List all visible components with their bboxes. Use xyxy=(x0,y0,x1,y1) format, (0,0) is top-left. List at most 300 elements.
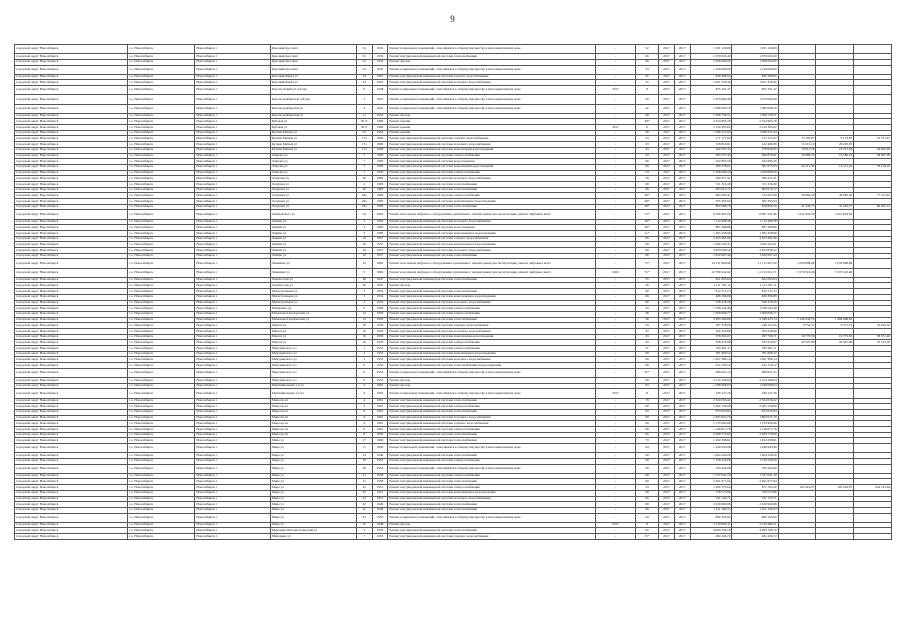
street-cell: Красный Факел ул xyxy=(270,74,356,80)
district-cell: городской округ Новосибирск xyxy=(15,398,128,404)
street-cell: Мичуринского ул xyxy=(270,346,356,352)
work-type-cell: Ремонт внутридомовой инженерной системы теплоснабжения xyxy=(388,409,596,415)
plan-end-year-cell: 2017 xyxy=(674,317,690,323)
last-repair-year-cell: - xyxy=(596,104,636,113)
city-cell: г.о. Новосибирск xyxy=(128,259,195,268)
local-budget-cell xyxy=(816,368,854,377)
street-cell: Кутина Матвея ул xyxy=(270,130,356,136)
total-cost-cell: 1 051 350,40 xyxy=(690,80,732,86)
table-row xyxy=(15,104,892,113)
street-cell: Лазурная ул xyxy=(270,187,356,193)
apartments-cell: 43 xyxy=(635,153,658,159)
total-cost-cell: 1 280 725,64 xyxy=(690,485,732,491)
budget-cost-cell xyxy=(778,104,816,113)
street-cell: Мира ул xyxy=(270,507,356,513)
street-cell: Муниципальная 1-я ул xyxy=(270,389,356,398)
last-repair-year-cell: - xyxy=(596,242,636,248)
year-built-cell: 1948 xyxy=(372,522,388,528)
year-built-cell: 1961 xyxy=(372,404,388,410)
last-repair-year-cell: 2017 xyxy=(596,125,636,131)
plan-start-year-cell: 2017 xyxy=(659,351,675,357)
total-cost-cell: 1 665 021,79 xyxy=(690,415,732,421)
year-built-cell: 1961 xyxy=(372,421,388,427)
plan-end-year-cell: 2017 xyxy=(674,513,690,522)
apartments-cell: 79 xyxy=(635,438,658,444)
last-repair-year-cell: - xyxy=(596,473,636,479)
plan-end-year-cell: 2017 xyxy=(674,415,690,421)
district-cell: городской округ Новосибирск xyxy=(15,534,128,540)
house-number-cell: 16 xyxy=(356,340,372,346)
region-cell: Новосибирск г xyxy=(195,289,271,295)
house-number-cell: 6 xyxy=(356,368,372,377)
work-type-cell: Ремонт подвальных помещений, относящихся к общему имуществу в многоквартирном доме xyxy=(388,513,596,522)
last-repair-year-cell: - xyxy=(596,225,636,231)
plan-end-year-cell: 2017 xyxy=(674,147,690,153)
last-repair-year-cell: - xyxy=(596,283,636,289)
plan-end-year-cell: 2017 xyxy=(674,204,690,210)
total-cost-cell: 3 695 260,80 xyxy=(690,317,732,323)
last-repair-year-cell: - xyxy=(596,346,636,352)
house-number-cell: 17а xyxy=(356,142,372,148)
apartments-cell: 69 xyxy=(635,421,658,427)
owners-cost-cell: 204 125,64 xyxy=(854,485,892,491)
city-cell: г.о. Новосибирск xyxy=(128,409,195,415)
work-type-cell: Ремонт внутридомовой инженерной системы теплоснабжения xyxy=(388,432,596,438)
street-cell: Лаврова ул xyxy=(270,170,356,176)
city-cell: г.о. Новосибирск xyxy=(128,199,195,205)
budget-cost-cell xyxy=(778,45,816,54)
owners-cost-cell xyxy=(854,389,892,398)
fund-cost-cell: 721 316,30 xyxy=(732,181,778,187)
city-cell: г.о. Новосибирск xyxy=(128,283,195,289)
house-number-cell: 22 xyxy=(356,507,372,513)
district-cell: городской округ Новосибирск xyxy=(15,522,128,528)
plan-end-year-cell: 2017 xyxy=(674,253,690,259)
apartments-cell: 79 xyxy=(635,398,658,404)
work-type-cell: Ремонт внутридомовой инженерной системы электроснабжения xyxy=(388,458,596,464)
plan-end-year-cell: 2017 xyxy=(674,119,690,125)
work-type-cell: Ремонт внутридомовой инженерной системы электроснабжения xyxy=(388,311,596,317)
last-repair-year-cell: - xyxy=(596,170,636,176)
plan-start-year-cell: 2017 xyxy=(659,383,675,389)
plan-end-year-cell: 2017 xyxy=(674,65,690,74)
street-cell: Красный Факел ул xyxy=(270,80,356,86)
house-number-cell: 6 xyxy=(356,86,372,95)
last-repair-year-cell: 2017 xyxy=(596,86,636,95)
year-built-cell: 1953 xyxy=(372,363,388,369)
apartments-cell: 21* xyxy=(635,230,658,236)
street-cell: Левина ул xyxy=(270,230,356,236)
apartments-cell: 36 xyxy=(635,130,658,136)
plan-end-year-cell: 2017 xyxy=(674,528,690,534)
total-cost-cell: 500 471,41 xyxy=(690,176,732,182)
last-repair-year-cell: - xyxy=(596,259,636,268)
plan-end-year-cell: 2017 xyxy=(674,507,690,513)
city-cell: г.о. Новосибирск xyxy=(128,268,195,277)
plan-end-year-cell: 2017 xyxy=(674,377,690,383)
last-repair-year-cell: - xyxy=(596,377,636,383)
total-cost-cell: 1 042 524,31 xyxy=(690,242,732,248)
last-repair-year-cell: - xyxy=(596,204,636,210)
plan-end-year-cell: 2017 xyxy=(674,225,690,231)
region-cell: Новосибирск г xyxy=(195,458,271,464)
region-cell: Новосибирск г xyxy=(195,248,271,254)
city-cell: г.о. Новосибирск xyxy=(128,225,195,231)
total-cost-cell: 1 939 000,00 xyxy=(690,59,732,65)
work-type-cell: Ремонт внутридомовой инженерной системы холодного водоснабжения xyxy=(388,496,596,502)
total-cost-cell: 304 257,44 xyxy=(690,153,732,159)
plan-start-year-cell: 2017 xyxy=(659,421,675,427)
region-cell: Новосибирск г xyxy=(195,176,271,182)
city-cell: г.о. Новосибирск xyxy=(128,119,195,125)
house-number-cell: 5 xyxy=(356,95,372,104)
plan-end-year-cell: 2017 xyxy=(674,176,690,182)
work-type-cell: Ремонт подвальных помещений, относящихся к общему имуществу в многоквартирном доме xyxy=(388,464,596,473)
total-cost-cell: 1 148 617,78 xyxy=(690,426,732,432)
city-cell: г.о. Новосибирск xyxy=(128,534,195,540)
fund-cost-cell: 1 022 298,61 xyxy=(732,438,778,444)
fund-cost-cell: 1 112 408,38 xyxy=(732,219,778,225)
house-number-cell: 10 xyxy=(356,248,372,254)
work-type-cell: Ремонт подвальных помещений, относящихся к общему имуществу в многоквартирном доме xyxy=(388,104,596,113)
district-cell: городской округ Новосибирск xyxy=(15,242,128,248)
last-repair-year-cell: - xyxy=(596,65,636,74)
district-cell: городской округ Новосибирск xyxy=(15,119,128,125)
plan-end-year-cell: 2017 xyxy=(674,458,690,464)
owners-cost-cell xyxy=(854,464,892,473)
house-number-cell: 21 xyxy=(356,479,372,485)
region-cell: Новосибирск г xyxy=(195,485,271,491)
city-cell: г.о. Новосибирск xyxy=(128,415,195,421)
district-cell: городской округ Новосибирск xyxy=(15,80,128,86)
plan-start-year-cell: 2017 xyxy=(659,130,675,136)
region-cell: Новосибирск г xyxy=(195,65,271,74)
last-repair-year-cell: - xyxy=(596,142,636,148)
total-cost-cell: 781 669,52 xyxy=(690,351,732,357)
house-number-cell: 6 xyxy=(356,421,372,427)
street-cell: Левина ул xyxy=(270,236,356,242)
plan-end-year-cell: 2017 xyxy=(674,421,690,427)
region-cell: Новосибирск г xyxy=(195,340,271,346)
year-built-cell: 1951 xyxy=(372,95,388,104)
plan-end-year-cell: 2017 xyxy=(674,170,690,176)
year-built-cell: 1947 xyxy=(372,283,388,289)
street-cell: Ломоносова ул xyxy=(270,277,356,283)
page-number: 9 xyxy=(450,14,455,24)
apartments-cell: 69 xyxy=(635,490,658,496)
table-row xyxy=(15,210,892,219)
plan-start-year-cell: 2017 xyxy=(659,59,675,65)
last-repair-year-cell: - xyxy=(596,357,636,363)
plan-end-year-cell: 2017 xyxy=(674,409,690,415)
region-cell: Новосибирск г xyxy=(195,59,271,65)
district-cell: городской округ Новосибирск xyxy=(15,65,128,74)
budget-cost-cell: 26 327,90 xyxy=(778,340,816,346)
house-number-cell: 7 xyxy=(356,153,372,159)
last-repair-year-cell: 2017 xyxy=(596,522,636,528)
fund-cost-cell: 528 478,29 xyxy=(732,300,778,306)
last-repair-year-cell: - xyxy=(596,444,636,453)
house-number-cell: 22 xyxy=(356,502,372,508)
district-cell: городской округ Новосибирск xyxy=(15,409,128,415)
region-cell: Новосибирск г xyxy=(195,230,271,236)
table-row xyxy=(15,464,892,473)
district-cell: городской округ Новосибирск xyxy=(15,253,128,259)
last-repair-year-cell: - xyxy=(596,45,636,54)
plan-end-year-cell: 2017 xyxy=(674,74,690,80)
street-cell: Левина ул xyxy=(270,225,356,231)
region-cell: Новосибирск г xyxy=(195,490,271,496)
last-repair-year-cell: - xyxy=(596,230,636,236)
work-type-cell: Ремонт внутридомовой инженерной системы водоотведения xyxy=(388,159,596,165)
plan-start-year-cell: 2017 xyxy=(659,74,675,80)
year-built-cell: 1961 xyxy=(372,409,388,415)
region-cell: Новосибирск г xyxy=(195,136,271,142)
last-repair-year-cell: - xyxy=(596,176,636,182)
street-cell: Мира ул xyxy=(270,522,356,528)
plan-end-year-cell: 2017 xyxy=(674,242,690,248)
total-cost-cell: 953 623,84 xyxy=(690,409,732,415)
plan-end-year-cell: 2017 xyxy=(674,363,690,369)
house-number-cell: 6 xyxy=(356,409,372,415)
city-cell: г.о. Новосибирск xyxy=(128,300,195,306)
fund-cost-cell: 2 262 129,90 xyxy=(732,404,778,410)
city-cell: г.о. Новосибирск xyxy=(128,383,195,389)
plan-start-year-cell: 2017 xyxy=(659,496,675,502)
fund-cost-cell: 11 152 621,71 xyxy=(732,268,778,277)
street-cell: Мира пр-кт xyxy=(270,415,356,421)
street-cell: Мира пр-кт xyxy=(270,432,356,438)
plan-end-year-cell: 2017 xyxy=(674,259,690,268)
total-cost-cell: 4 094 706,79 xyxy=(690,528,732,534)
street-cell: Левина ул xyxy=(270,248,356,254)
total-cost-cell: 2 262 129,90 xyxy=(690,404,732,410)
total-cost-cell: 698 631,25 xyxy=(690,368,732,377)
plan-start-year-cell: 2017 xyxy=(659,225,675,231)
total-cost-cell: 621 095,64 xyxy=(690,277,732,283)
last-repair-year-cell: - xyxy=(596,248,636,254)
plan-start-year-cell: 2017 xyxy=(659,248,675,254)
region-cell: Новосибирск г xyxy=(195,104,271,113)
fund-cost-cell: 698 631,25 xyxy=(732,368,778,377)
district-cell: городской округ Новосибирск xyxy=(15,340,128,346)
last-repair-year-cell: - xyxy=(596,147,636,153)
total-cost-cell: 840 389,95 xyxy=(690,74,732,80)
last-repair-year-cell: - xyxy=(596,311,636,317)
district-cell: городской округ Новосибирск xyxy=(15,438,128,444)
fund-cost-cell: 1 186 008,03 xyxy=(732,383,778,389)
apartments-cell: 8 xyxy=(635,522,658,528)
city-cell: г.о. Новосибирск xyxy=(128,159,195,165)
year-built-cell: 1961 xyxy=(372,415,388,421)
apartments-cell: 43 xyxy=(635,328,658,334)
apartments-cell: 69 xyxy=(635,357,658,363)
local-budget-cell: 5 576 310,46 xyxy=(816,268,854,277)
fund-cost-cell: 1 727 041,10 xyxy=(732,473,778,479)
street-cell: Мамонова Героических ул xyxy=(270,317,356,323)
region-cell: Новосибирск г xyxy=(195,193,271,199)
owners-cost-cell xyxy=(854,268,892,277)
year-built-cell: 1957 xyxy=(372,242,388,248)
work-type-cell: Ремонт внутридомовой инженерной системы электроснабжения xyxy=(388,306,596,312)
year-built-cell: 1959 xyxy=(372,317,388,323)
total-cost-cell: 1 079 045,40 xyxy=(690,54,732,60)
apartments-cell: 36 xyxy=(635,311,658,317)
district-cell: городской округ Новосибирск xyxy=(15,368,128,377)
work-type-cell: Ремонт внутридомовой инженерной системы горячего водоснабжения xyxy=(388,534,596,540)
region-cell: Новосибирск г xyxy=(195,300,271,306)
apartments-cell: 69 xyxy=(635,294,658,300)
fund-cost-cell: 825 701,47 xyxy=(732,86,778,95)
region-cell: Новосибирск г xyxy=(195,363,271,369)
house-number-cell: 7 xyxy=(356,534,372,540)
apartments-cell: 69 xyxy=(635,363,658,369)
year-built-cell: 1956 xyxy=(372,432,388,438)
house-number-cell: 2 xyxy=(356,357,372,363)
city-cell: г.о. Новосибирск xyxy=(128,253,195,259)
street-cell: Мичуринского ул xyxy=(270,357,356,363)
owners-cost-cell: 78 129,19 xyxy=(854,164,892,170)
work-type-cell: Ремонт внутридомовой инженерной системы теплоснабжения xyxy=(388,54,596,60)
district-cell: городской округ Новосибирск xyxy=(15,473,128,479)
street-cell: Лазурная ул xyxy=(270,193,356,199)
year-built-cell: 1990 xyxy=(372,119,388,125)
fund-cost-cell: 2 933 649,52 xyxy=(732,248,778,254)
region-cell: Новосибирск г xyxy=(195,426,271,432)
district-cell: городской округ Новосибирск xyxy=(15,204,128,210)
total-cost-cell: 825 701,47 xyxy=(690,86,732,95)
last-repair-year-cell: - xyxy=(596,404,636,410)
street-cell: Мира ул xyxy=(270,496,356,502)
last-repair-year-cell: - xyxy=(596,432,636,438)
work-type-cell: Ремонт внутридомовой инженерной системы канализации и водоотведения xyxy=(388,199,596,205)
house-number-cell: 34 xyxy=(356,74,372,80)
district-cell: городской округ Новосибирск xyxy=(15,225,128,231)
house-number-cell: 10 xyxy=(356,253,372,259)
apartments-cell: 56 xyxy=(635,95,658,104)
year-built-cell: 1957 xyxy=(372,236,388,242)
owners-cost-cell xyxy=(854,444,892,453)
region-cell: Новосибирск г xyxy=(195,323,271,329)
city-cell: г.о. Новосибирск xyxy=(128,187,195,193)
city-cell: г.о. Новосибирск xyxy=(128,507,195,513)
city-cell: г.о. Новосибирск xyxy=(128,438,195,444)
district-cell: городской округ Новосибирск xyxy=(15,311,128,317)
street-cell: Краснооктябрьская ул xyxy=(270,104,356,113)
house-number-cell: 20 xyxy=(356,464,372,473)
house-number-cell: 16 xyxy=(356,323,372,329)
apartments-cell: 43 xyxy=(635,323,658,329)
total-cost-cell: 2 324 965,29 xyxy=(690,119,732,125)
district-cell: городской округ Новосибирск xyxy=(15,513,128,522)
apartments-cell: 52 xyxy=(635,45,658,54)
plan-start-year-cell: 2017 xyxy=(659,464,675,473)
region-cell: Новосибирск г xyxy=(195,328,271,334)
street-cell: Мичурина ул xyxy=(270,534,356,540)
fund-cost-cell: 278 956,85 xyxy=(732,147,778,153)
last-repair-year-cell: 2032 xyxy=(596,268,636,277)
city-cell: г.о. Новосибирск xyxy=(128,464,195,473)
local-budget-cell xyxy=(816,464,854,473)
house-number-cell: 46 xyxy=(356,283,372,289)
city-cell: г.о. Новосибирск xyxy=(128,426,195,432)
street-cell: Марата ул xyxy=(270,334,356,340)
apartments-cell: 43 xyxy=(635,142,658,148)
plan-start-year-cell: 2017 xyxy=(659,259,675,268)
apartments-cell: 69 xyxy=(635,159,658,165)
city-cell: г.о. Новосибирск xyxy=(128,153,195,159)
budget-cost-cell xyxy=(778,65,816,74)
fund-cost-cell: 199 127,26 xyxy=(732,389,778,398)
region-cell: Новосибирск г xyxy=(195,421,271,427)
city-cell: г.о. Новосибирск xyxy=(128,80,195,86)
plan-start-year-cell: 2017 xyxy=(659,490,675,496)
total-cost-cell: 664 295,41 xyxy=(690,193,732,199)
fund-cost-cell: 486 396,89 xyxy=(732,294,778,300)
plan-end-year-cell: 2017 xyxy=(674,159,690,165)
plan-end-year-cell: 2017 xyxy=(674,113,690,119)
apartments-cell: 69 xyxy=(635,242,658,248)
budget-cost-cell xyxy=(778,513,816,522)
plan-start-year-cell: 2017 xyxy=(659,311,675,317)
city-cell: г.о. Новосибирск xyxy=(128,398,195,404)
fund-cost-cell: 1 627 389,14 xyxy=(732,357,778,363)
city-cell: г.о. Новосибирск xyxy=(128,236,195,242)
apartments-cell: 48* xyxy=(635,193,658,199)
work-type-cell: Ремонт внутридомовой инженерной системы холодного водоснабжения xyxy=(388,80,596,86)
fund-cost-cell: 2 548 423,74 xyxy=(732,317,778,323)
district-cell: городской округ Новосибирск xyxy=(15,164,128,170)
fund-cost-cell: 603 615,72 xyxy=(732,187,778,193)
region-cell: Новосибирск г xyxy=(195,225,271,231)
street-cell: Мичуринского ул xyxy=(270,363,356,369)
work-type-cell: Ремонт внутридомовой инженерной системы электроснабжения xyxy=(388,404,596,410)
street-cell: Красный проспект xyxy=(270,54,356,60)
city-cell: г.о. Новосибирск xyxy=(128,65,195,74)
total-cost-cell: 2 423 481,80 xyxy=(690,236,732,242)
local-budget-cell xyxy=(816,95,854,104)
city-cell: г.о. Новосибирск xyxy=(128,113,195,119)
house-number-cell: 16 xyxy=(356,328,372,334)
plan-start-year-cell: 2017 xyxy=(659,159,675,165)
region-cell: Новосибирск г xyxy=(195,528,271,534)
owners-cost-cell xyxy=(854,65,892,74)
plan-end-year-cell: 2017 xyxy=(674,104,690,113)
plan-end-year-cell: 2017 xyxy=(674,334,690,340)
work-type-cell: Ремонт внутридомовой инженерной системы канализации-водоотведения xyxy=(388,334,596,340)
city-cell: г.о. Новосибирск xyxy=(128,317,195,323)
region-cell: Новосибирск г xyxy=(195,334,271,340)
fund-cost-cell: 2 324 965,29 xyxy=(732,119,778,125)
plan-start-year-cell: 2017 xyxy=(659,125,675,131)
house-number-cell: 8 xyxy=(356,432,372,438)
apartments-cell: 69 xyxy=(635,300,658,306)
apartments-cell: 36 xyxy=(635,317,658,323)
apartments-cell: 69 xyxy=(635,426,658,432)
street-cell: Кутина Матвея ул xyxy=(270,147,356,153)
fund-cost-cell: 1 158 236,08 xyxy=(732,458,778,464)
plan-start-year-cell: 2017 xyxy=(659,389,675,398)
total-cost-cell: 2 508 779,09 xyxy=(690,432,732,438)
house-number-cell: 6 xyxy=(356,377,372,383)
work-type-cell: Ремонт внутридомовой инженерной системы горячего водоснабжения xyxy=(388,74,596,80)
plan-end-year-cell: 2017 xyxy=(674,502,690,508)
street-cell: Мира ул xyxy=(270,473,356,479)
district-cell: городской округ Новосибирск xyxy=(15,528,128,534)
apartments-cell: 69 xyxy=(635,164,658,170)
budget-cost-cell: 10 386,19 xyxy=(778,153,816,159)
apartments-cell: 48* xyxy=(635,219,658,225)
